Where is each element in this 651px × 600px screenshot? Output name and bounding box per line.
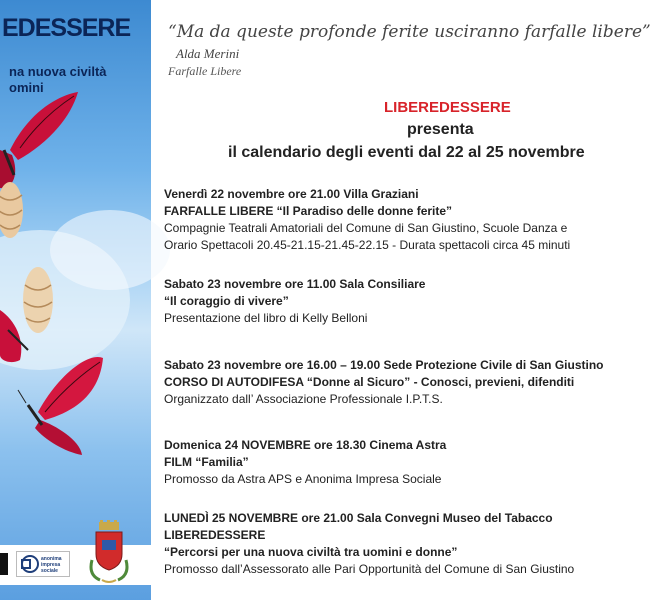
quote-text: “Ma da queste profonde ferite usciranno farfalle libere” [168,22,651,42]
presenta-label: presenta [407,121,474,138]
poster-subtitle-line-1: na nuova civiltà [9,64,107,79]
poster-subtitle [0,64,151,96]
event-detail: Promosso da Astra APS e Anonima Impresa Sociale [164,472,442,486]
logo-anonima [16,551,70,577]
quote-work-title: Farfalle Libere [168,64,242,78]
event-detail: Orario Spettacoli 20.45-21.15-21.45-22.15 - Durata spettacoli circa 45 minuti [164,238,571,252]
logo-astra [0,553,8,575]
event-item-3 [164,357,604,408]
event-item-2 [164,276,600,327]
event-when: Sabato 23 novembre ore 11.00 Sala Consiliare [164,277,426,291]
event-detail: Presentazione del libro di Kelly Belloni [164,311,368,325]
cocoon-middle-icon [23,267,53,333]
butterfly-top-icon [0,92,78,188]
event-detail: Compagnie Teatrali Amatoriali del Comune di San Giustino, Scuole Danza e [164,221,568,235]
anonima-logo-text: anonima impresa sociale [41,556,62,574]
event-item-1 [164,186,600,254]
cocoon-top-icon [0,182,23,238]
organizer-name: LIBEREDESSERE [384,99,511,116]
event-title: “Il coraggio di vivere” [164,294,289,308]
anonima-logo-icon [19,553,41,575]
event-when: Venerdì 22 novembre ore 21.00 Villa Graziani [164,187,419,201]
event-title: FARFALLE LIBERE “Il Paradiso delle donne ferite” [164,204,453,218]
quote-author: Alda Merini [176,46,240,61]
event-detail: Organizzato dall’ Associazione Professionale I.P.T.S. [164,392,443,406]
event-detail: Promosso dall’Assessorato alle Pari Opportunità del Comune di San Giustino [164,562,575,576]
event-title: CORSO DI AUTODIFESA “Donne al Sicuro” - Conosci, previeni, difenditi [164,375,575,389]
event-when: LUNEDÌ 25 NOVEMBRE ore 21.00 Sala Convegni Museo del Tabacco [164,511,553,525]
event-title: LIBEREDESSERE [164,528,266,542]
butterfly-bottom-icon [18,357,103,455]
event-item-4 [164,437,600,488]
event-when: Sabato 23 novembre ore 16.00 – 19.00 Sede Protezione Civile di San Giustino [164,358,604,372]
calendar-intro: il calendario degli eventi dal 22 al 25 novembre [228,144,585,161]
event-item-5 [164,510,600,578]
event-title: FILM “Familia” [164,455,249,469]
poster-panel [0,0,151,600]
municipality-crest-icon [88,520,130,590]
event-when: Domenica 24 NOVEMBRE ore 18.30 Cinema Astra [164,438,447,452]
poster-title: EDESSERE [2,14,131,42]
event-subtitle: “Percorsi per una nuova civiltà tra uomini e donne” [164,545,458,559]
poster-subtitle-line-2: omini [9,80,44,95]
